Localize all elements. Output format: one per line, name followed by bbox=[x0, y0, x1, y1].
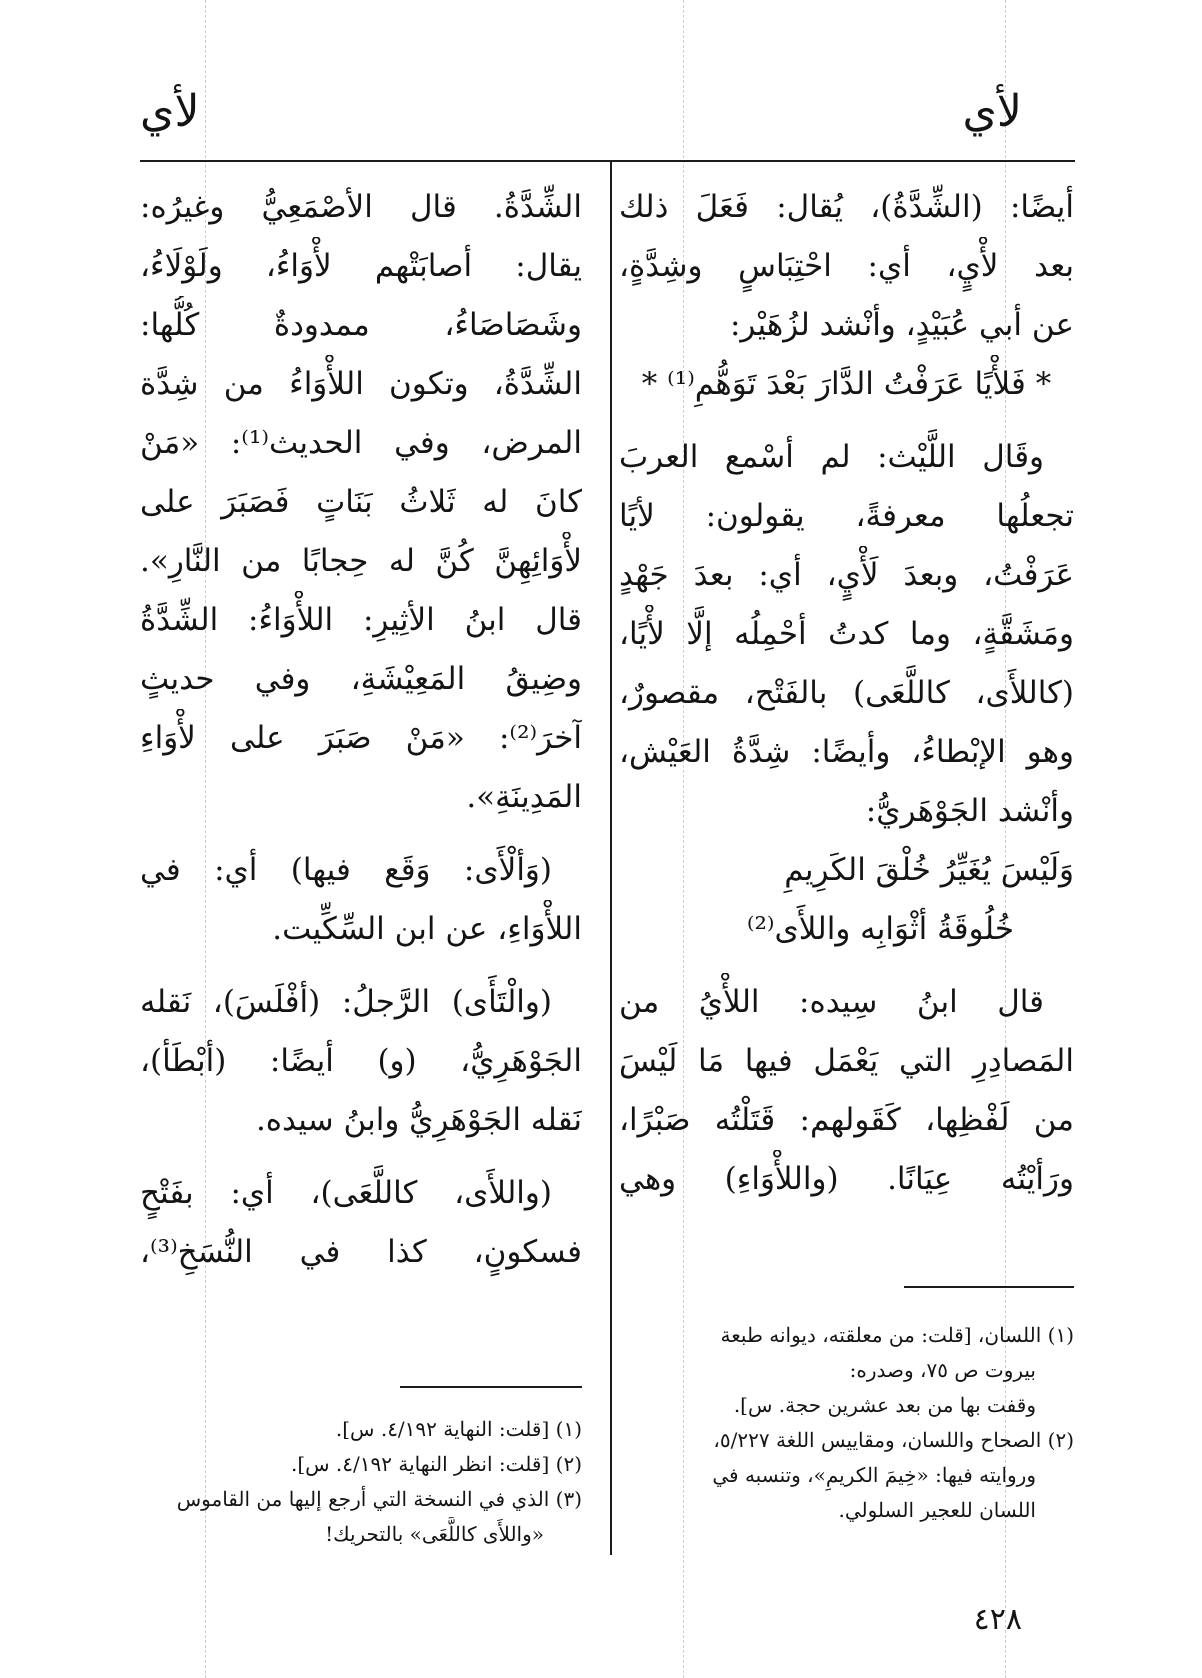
body-line: الشِّدَّةُ، وتكون اللأْوَاءُ من شِدَّة bbox=[140, 366, 582, 402]
body-line: المرض، وفي الحديث⁽¹⁾: «مَنْ bbox=[140, 425, 582, 461]
header-rule bbox=[140, 160, 1075, 162]
body-line: (والْتَأَى) الرَّجلُ: (أفْلَسَ)، نَقله bbox=[140, 984, 552, 1020]
body-line: الشِّدَّةُ. قال الأصْمَعِيُّ وغيرُه: bbox=[140, 189, 582, 225]
footnote-line: (٢) [قلت: انظر النهاية ٤/١٩٢. س]. bbox=[290, 1452, 582, 1476]
footnote-rule bbox=[400, 1386, 582, 1388]
body-line: اللأْوَاءِ، عن ابن السِّكِّيت. bbox=[272, 911, 582, 947]
footnote-line: (١) [قلت: النهاية ٤/١٩٢. س]. bbox=[335, 1417, 582, 1441]
footnote-line: بيروت ص ٧٥، وصدره: bbox=[849, 1358, 1036, 1382]
body-line: عن أبي عُبَيْدٍ، وأنْشد لزُهَيْر: bbox=[729, 307, 1074, 343]
running-header-left: لأي bbox=[140, 86, 200, 137]
body-line: (كاللأَى، كاللَّعَى) بالفَتْح، مقصورٌ، bbox=[619, 675, 1074, 711]
footnote-line: (١) اللسان، [قلت: من معلقته، ديوانه طبعة bbox=[720, 1323, 1074, 1347]
body-line: آخرَ⁽²⁾: «مَنْ صَبَرَ على لأْوَاءِ bbox=[140, 720, 582, 756]
body-line: من لَفْظِها، كَقَولهم: قَتَلْتُه صَبْرًا، bbox=[619, 1102, 1074, 1138]
body-line: وقَال اللَّيْث: لم أسْمع العربَ bbox=[619, 439, 1044, 475]
footnote-line: وقفت بها من بعد عشرين حجة. س]. bbox=[733, 1393, 1036, 1417]
body-line: (واللأَى، كاللَّعَى)، أي: بفَتْحٍ bbox=[140, 1175, 552, 1211]
body-line: (وَألْأَى: وَقَع فيها) أي: في bbox=[140, 852, 552, 888]
body-line: أيضًا: (الشِّدَّةُ)، يُقال: فَعَلَ ذلك bbox=[619, 189, 1074, 225]
body-line: المَصادِرِ التي يَعْمَل فيها مَا لَيْسَ bbox=[619, 1043, 1074, 1079]
body-line: ومَشَقَّةٍ، وما كدتُ أحْمِلُه إلَّا لأْيًا، bbox=[619, 616, 1074, 652]
body-line: تجعلُها معرفةً، يقولون: لأيًا bbox=[619, 498, 1074, 534]
body-line: يقال: أصابَتْهم لأْوَاءُ، ولَوْلَاءُ، bbox=[140, 248, 582, 284]
body-line: وأنْشد الجَوْهَريُّ: bbox=[865, 793, 1074, 829]
footnote-line: اللسان للعجير السلولي. bbox=[838, 1498, 1036, 1522]
verse-line: خُلُوقَةُ أثْوَابِه واللأَى⁽²⁾ bbox=[746, 911, 1014, 947]
body-line: كانَ له ثَلاثُ بَنَاتٍ فَصَبَرَ على bbox=[140, 484, 582, 520]
footnote-line: وروايته فيها: «خِيمَ الكريمِ»، وتنسبه في bbox=[712, 1463, 1036, 1487]
body-line: نَقله الجَوْهَرِيُّ وابنُ سيده. bbox=[255, 1102, 582, 1138]
right-footnotes bbox=[604, 1318, 1074, 1528]
body-line: الجَوْهَرِيُّ، (و) أيضًا: (أبْطَأ)، bbox=[140, 1043, 582, 1079]
body-line: قال ابنُ سِيده: اللأْيُ من bbox=[619, 984, 1044, 1020]
body-line: قال ابنُ الأثِيرِ: اللأْوَاءُ: الشِّدَّةُ bbox=[140, 602, 582, 638]
right-column bbox=[619, 178, 1074, 1209]
footnote-line: (٣) الذي في النسخة التي أرجع إليها من القاموس bbox=[176, 1487, 582, 1511]
body-line: بعد لأْيٍ، أي: احْتِبَاسٍ وشِدَّةٍ، bbox=[619, 248, 1074, 284]
body-line: فسكونٍ، كذا في النُّسَخِ⁽³⁾، bbox=[140, 1234, 582, 1270]
left-footnotes bbox=[140, 1412, 582, 1552]
page-number: ٤٢٨ bbox=[973, 1602, 1022, 1637]
body-line: عَرَفْتُ، وبعدَ لَأْيٍ، أي: بعدَ جَهْدٍ bbox=[619, 557, 1074, 593]
footnote-rule bbox=[904, 1286, 1074, 1288]
running-header-right: لأي bbox=[962, 86, 1022, 137]
body-line: المَدِينَةِ». bbox=[466, 779, 582, 815]
footnote-line: (٢) الصحاح واللسان، ومقاييس اللغة ٥/٢٢٧، bbox=[713, 1428, 1074, 1452]
body-line: ورَأيْتُه عِيَانًا. (واللأْوَاءِ) وهي bbox=[619, 1161, 1074, 1197]
left-column bbox=[140, 178, 582, 1282]
body-line: لأْوَائِهِنَّ كُنَّ له حِجابًا من النَّارِ». bbox=[140, 543, 582, 579]
footnote-line: «واللأَى كاللَّعَى» بالتحريك! bbox=[325, 1522, 544, 1546]
body-line: وضِيقُ المَعِيْشَةِ، وفي حديثٍ bbox=[140, 661, 582, 697]
body-line: وهو الإبْطاءُ، وأيضًا: شِدَّةُ العَيْش، bbox=[619, 734, 1074, 770]
verse-line: * فَلأْيًا عَرَفْتُ الدَّارَ بَعْدَ تَوَهُّمِ⁽¹⁾ * bbox=[641, 366, 1052, 402]
body-line: وشَصَاصَاءُ، ممدودةٌ كُلُّها: bbox=[140, 307, 582, 343]
verse-line: وَلَيْسَ يُغَيِّرُ خُلْقَ الكَرِيمِ bbox=[784, 852, 1074, 888]
